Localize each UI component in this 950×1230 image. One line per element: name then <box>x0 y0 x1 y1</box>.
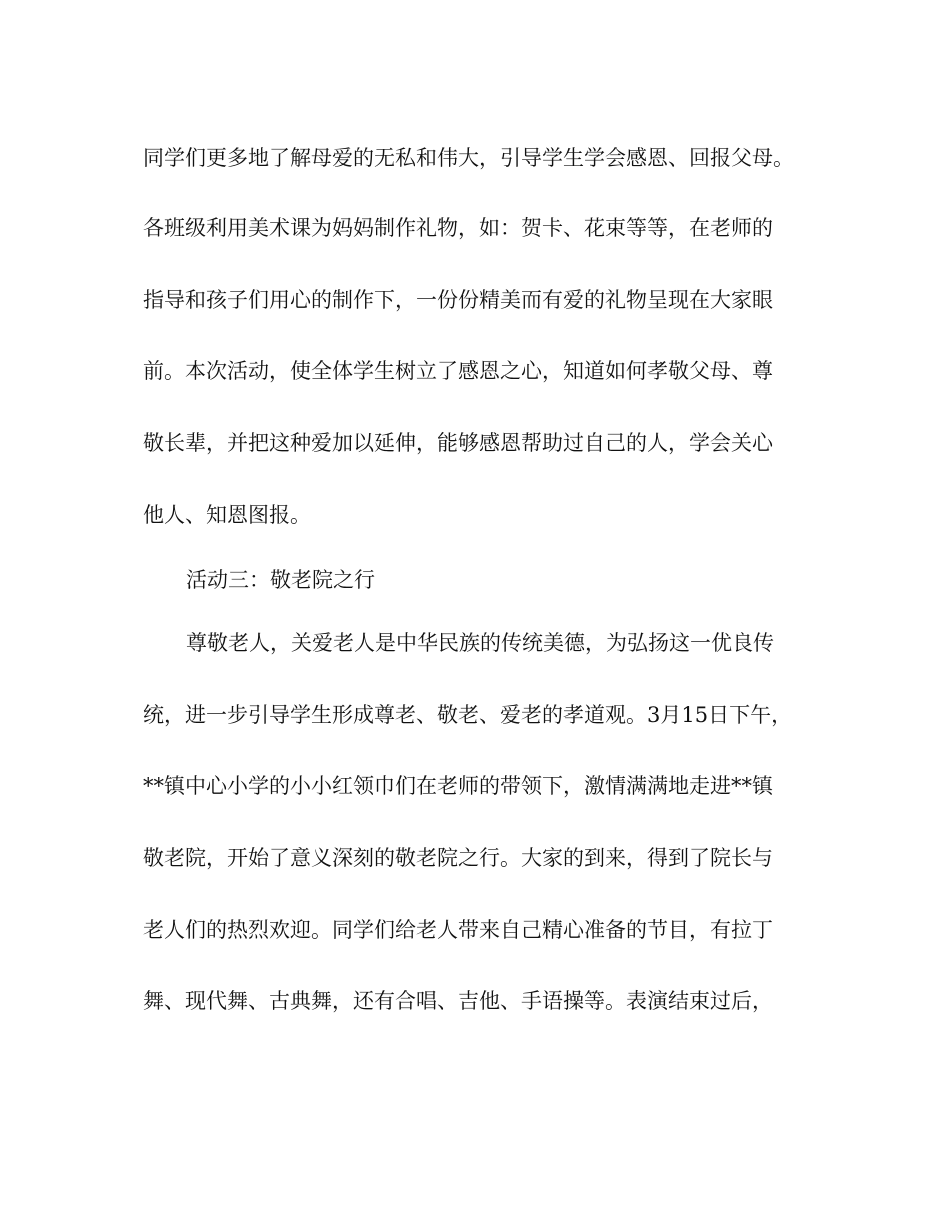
paragraph-line-4: 前。本次活动，使全体学生树立了感恩之心，知道如何孝敬父母、尊 <box>143 359 773 383</box>
paragraph-line-1: 同学们更多地了解母爱的无私和伟大，引导学生学会感恩、回报父母。 <box>143 146 794 170</box>
paragraph-line-8: 统，进一步引导学生形成尊老、敬老、爱老的孝道观。3月15日下午， <box>143 703 793 727</box>
paragraph-line-5: 敬长辈，并把这种爱加以延伸，能够感恩帮助过自己的人，学会关心 <box>143 431 773 455</box>
paragraph-line-3: 指导和孩子们用心的制作下，一份份精美而有爱的礼物呈现在大家眼 <box>143 288 773 312</box>
paragraph-line-2: 各班级利用美术课为妈妈制作礼物，如：贺卡、花束等等，在老师的 <box>143 216 773 240</box>
paragraph-line-6: 他人、知恩图报。 <box>143 503 311 527</box>
paragraph-line-7: 尊敬老人，关爱老人是中华民族的传统美德，为弘扬这一优良传 <box>186 631 774 655</box>
paragraph-line-9: **镇中心小学的小小红领巾们在老师的带领下，激情满满地走进**镇 <box>143 774 773 798</box>
section-heading-activity-three: 活动三：敬老院之行 <box>186 568 375 592</box>
paragraph-line-12: 舞、现代舞、古典舞，还有合唱、吉他、手语操等。表演结束过后， <box>143 989 773 1013</box>
paragraph-line-11: 老人们的热烈欢迎。同学们给老人带来自己精心准备的节目，有拉丁 <box>143 918 773 942</box>
paragraph-line-10: 敬老院，开始了意义深刻的敬老院之行。大家的到来，得到了院长与 <box>143 846 773 870</box>
